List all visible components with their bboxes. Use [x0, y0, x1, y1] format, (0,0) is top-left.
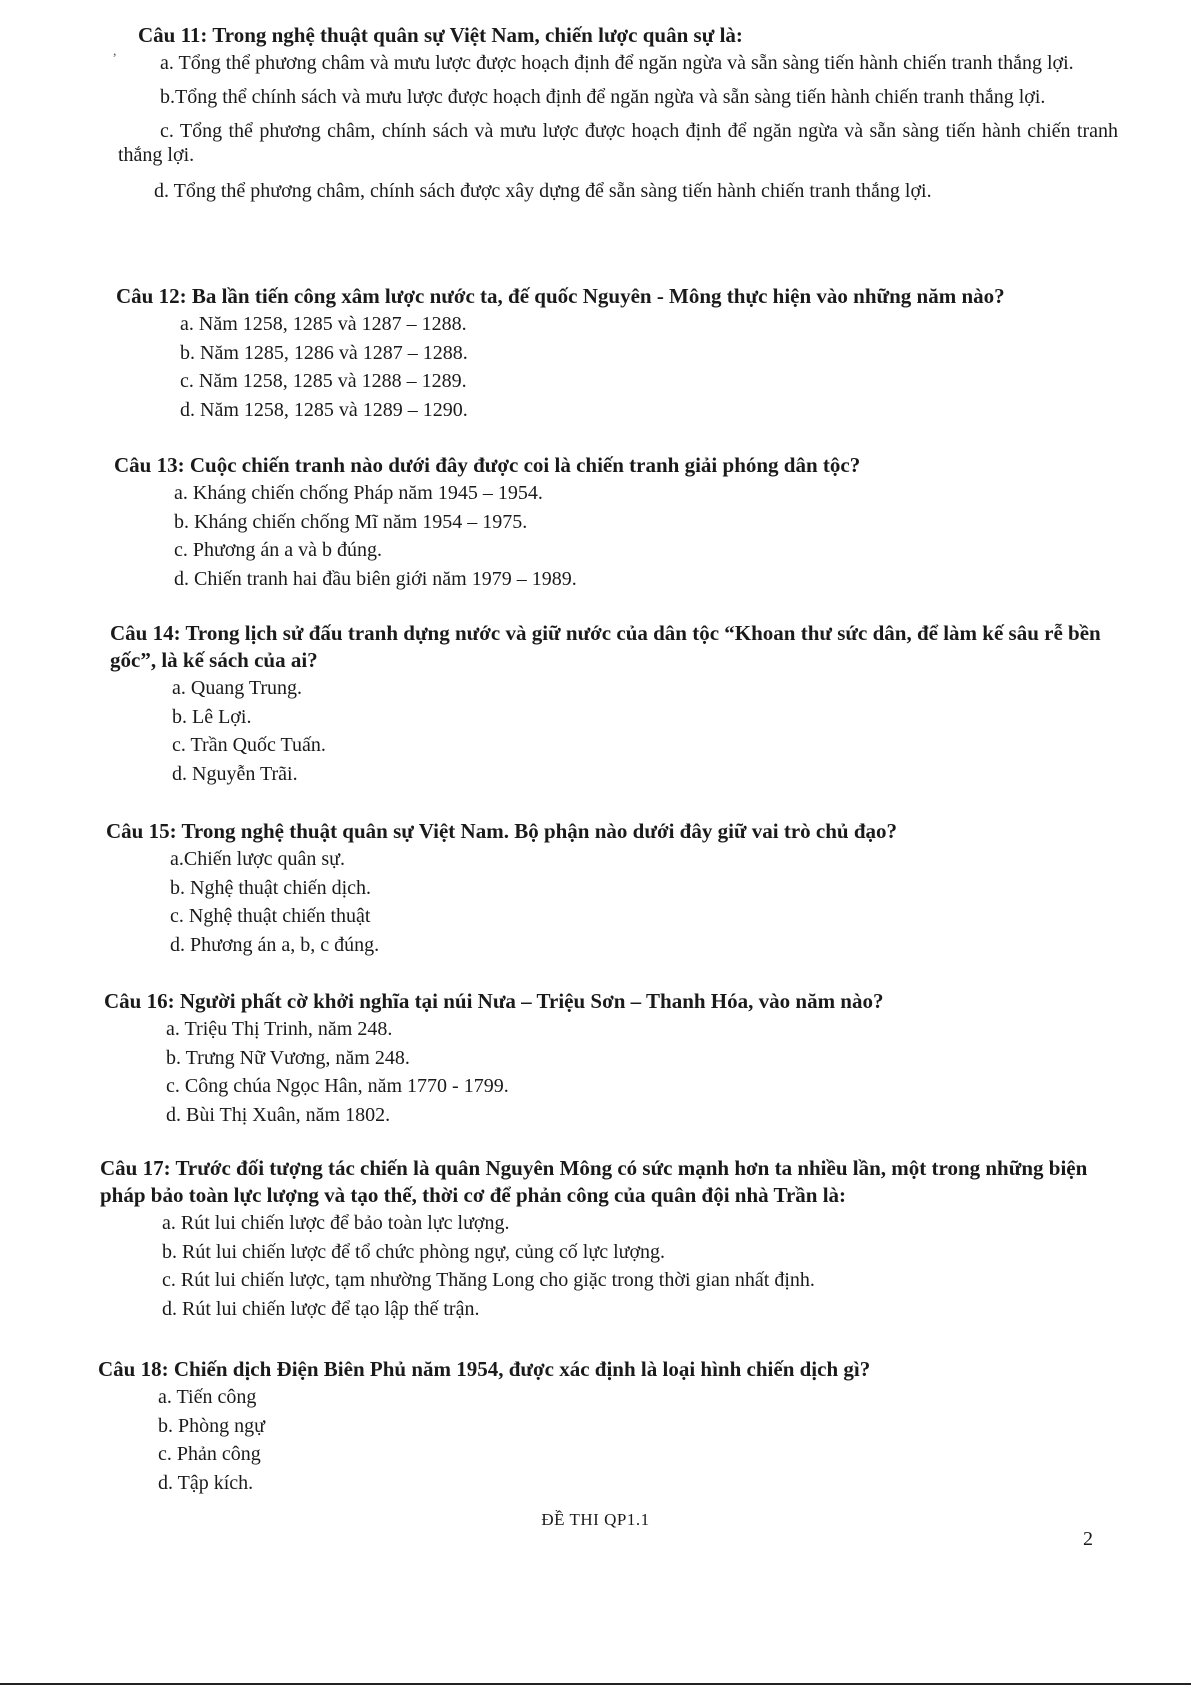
question-11 — [118, 22, 1118, 206]
option-d: d. Tập kích. — [158, 1471, 254, 1494]
option-c: c. Phương án a và b đúng. — [174, 539, 383, 561]
option-a: a. Quang Trung. — [172, 677, 303, 699]
option-c: c. Tổng thể phương châm, chính sách và mưu lược được hoạch định để ngăn ngừa và sẵn sàng tiến hành chiến tranh thắng lợi. — [118, 120, 1118, 166]
option-d: d. Rút lui chiến lược để tạo lập thế trận. — [162, 1297, 480, 1320]
option-b: b. Rút lui chiến lược để tổ chức phòng ngự, củng cố lực lượng. — [162, 1240, 666, 1263]
question-13 — [114, 452, 1114, 593]
option-b: b. Phòng ngự — [158, 1414, 265, 1437]
question-number: Câu 18: — [98, 1357, 169, 1381]
question-16-title — [104, 988, 1114, 1015]
option-d: d. Chiến tranh hai đầu biên giới năm 1979 – 1989. — [174, 567, 577, 590]
question-11-title — [118, 22, 1118, 49]
question-16 — [104, 988, 1114, 1129]
option-a: a. Triệu Thị Trinh, năm 248. — [166, 1018, 393, 1040]
exam-code-footer: ĐỀ THI QP1.1 — [541, 1510, 650, 1529]
option-b: b. Nghệ thuật chiến dịch. — [170, 876, 372, 899]
question-number: Câu 15: — [106, 819, 177, 843]
option-a: a. Năm 1258, 1285 và 1287 – 1288. — [180, 313, 467, 335]
question-12-title — [116, 283, 1126, 310]
option-c: c. Công chúa Ngọc Hân, năm 1770 - 1799. — [166, 1075, 509, 1097]
question-number: Câu 13: — [114, 453, 185, 477]
question-text: Trước đối tượng tác chiến là quân Nguyên Mông có sức mạnh hơn ta nhiều lần, một trong những biện pháp bảo toàn lực lượng và tạo thế, thời cơ để phản công của quân đội nhà Trần là: — [100, 1156, 1088, 1207]
option-c: c. Trần Quốc Tuấn. — [172, 734, 326, 756]
question-number: Câu 11: — [138, 23, 208, 47]
question-15 — [106, 818, 1106, 959]
question-text: Chiến dịch Điện Biên Phủ năm 1954, được xác định là loại hình chiến dịch gì? — [173, 1357, 871, 1381]
option-d: d. Năm 1258, 1285 và 1289 – 1290. — [180, 398, 468, 421]
option-a: a. Tổng thể phương châm và mưu lược được hoạch định để ngăn ngừa và sẵn sàng tiến hành chiến tranh thắng lợi. — [160, 52, 1074, 74]
option-a: a.Chiến lược quân sự. — [170, 848, 345, 870]
question-text: Trong lịch sử đấu tranh dựng nước và giữ nước của dân tộc “Khoan thư sức dân, để làm kế sâu rễ bền gốc”, là kế sách của ai? — [110, 621, 1101, 672]
option-d: d. Nguyễn Trãi. — [172, 762, 298, 785]
question-12 — [116, 283, 1126, 424]
option-b: b. Trưng Nữ Vương, năm 248. — [166, 1046, 410, 1069]
question-14-title — [110, 620, 1120, 674]
option-c: c. Nghệ thuật chiến thuật — [170, 905, 371, 927]
scan-mark: , — [113, 44, 117, 59]
option-c: c. Phản công — [158, 1443, 261, 1465]
question-13-title — [114, 452, 1114, 479]
option-d: d. Phương án a, b, c đúng. — [170, 933, 380, 956]
option-b: b. Lê Lợi. — [172, 705, 252, 728]
question-17 — [100, 1155, 1110, 1323]
option-a: a. Rút lui chiến lược để bảo toàn lực lượng. — [162, 1212, 510, 1234]
option-c: c. Rút lui chiến lược, tạm nhường Thăng Long cho giặc trong thời gian nhất định. — [162, 1269, 815, 1291]
question-number: Câu 12: — [116, 284, 187, 308]
option-d: d. Tổng thể phương châm, chính sách được xây dựng để sẵn sàng tiến hành chiến tranh thắng lợi. — [154, 180, 932, 202]
question-number: Câu 17: — [100, 1156, 171, 1180]
option-d: d. Bùi Thị Xuân, năm 1802. — [166, 1103, 391, 1126]
question-text: Cuộc chiến tranh nào dưới đây được coi là chiến tranh giải phóng dân tộc? — [189, 453, 861, 477]
option-b: b. Năm 1285, 1286 và 1287 – 1288. — [180, 341, 468, 364]
option-b: b. Kháng chiến chống Mĩ năm 1954 – 1975. — [174, 510, 528, 533]
option-b: b.Tổng thể chính sách và mưu lược được hoạch định để ngăn ngừa và sẵn sàng tiến hành chiến tranh thắng lợi. — [160, 86, 1046, 108]
question-number: Câu 16: — [104, 989, 175, 1013]
question-text: Trong nghệ thuật quân sự Việt Nam, chiến lược quân sự là: — [212, 23, 743, 47]
option-a: a. Kháng chiến chống Pháp năm 1945 – 1954. — [174, 482, 543, 504]
option-c: c. Năm 1258, 1285 và 1288 – 1289. — [180, 370, 467, 392]
question-text: Người phất cờ khởi nghĩa tại núi Nưa – Triệu Sơn – Thanh Hóa, vào năm nào? — [179, 989, 884, 1013]
page-number: 2 — [1083, 1528, 1093, 1550]
question-15-title — [106, 818, 1106, 845]
question-text: Trong nghệ thuật quân sự Việt Nam. Bộ phận nào dưới đây giữ vai trò chủ đạo? — [181, 819, 898, 843]
question-14 — [110, 620, 1120, 788]
question-18 — [98, 1356, 1108, 1497]
question-number: Câu 14: — [110, 621, 181, 645]
option-a: a. Tiến công — [158, 1386, 257, 1408]
question-text: Ba lần tiến công xâm lược nước ta, đế quốc Nguyên - Mông thực hiện vào những năm nào? — [191, 284, 1005, 308]
question-17-title — [100, 1155, 1110, 1209]
question-18-title — [98, 1356, 1108, 1383]
